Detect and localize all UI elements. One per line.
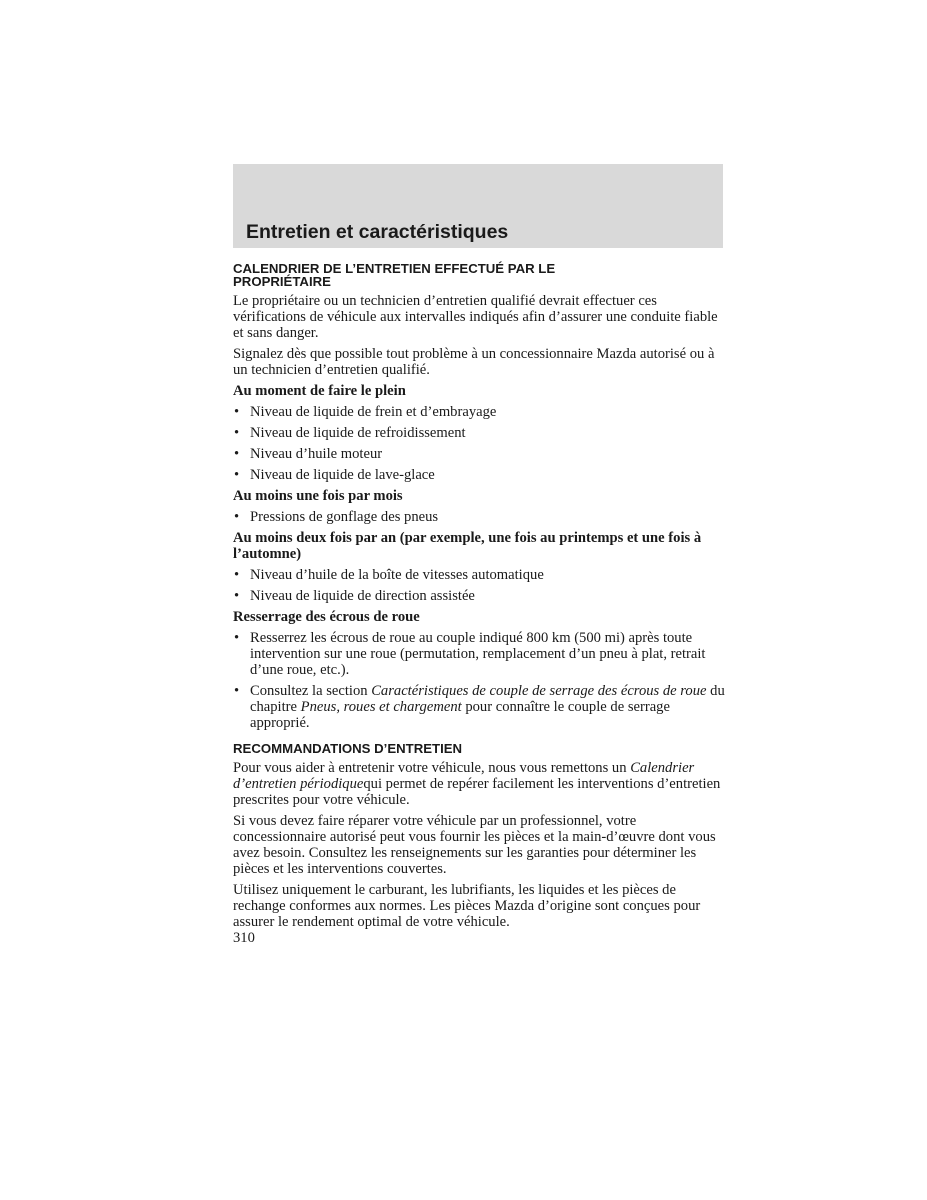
twice-yearly-checklist (233, 567, 725, 604)
bullet-icon: • (234, 683, 240, 699)
group-heading-monthly: Au moins une fois par mois (233, 488, 403, 504)
schedule-title: Calendrier d’entretien périodique (233, 760, 695, 792)
list-item: • Consultez la section Caractéristiques de couple de serrage des écrous de roue du chapitre Pneus, roues et chargement pour connaître le couple de serrage approprié. (234, 683, 725, 731)
section-heading-owner-maintenance (233, 262, 725, 288)
refuel-checklist (233, 404, 725, 483)
schedule-paragraph: Pour vous aider à entretenir votre véhicule, nous vous remettons un Calendrier d’entretien périodiquequi permet de repérer facilement les interventions d’entretien prescrites pour votre véhicule. (233, 760, 721, 808)
cross-reference-chapter: Pneus, roues et chargement (300, 699, 462, 715)
intro-paragraph: Le propriétaire ou un technicien d’entretien qualifié devrait effectuer ces vérifications de véhicule aux intervalles indiqués afin d’assurer une conduite fiable et sans danger. (233, 293, 718, 341)
parts-paragraph: Utilisez uniquement le carburant, les lubrifiants, les liquides et les pièces de rechange conformes aux normes. Les pièces Mazda d’origine sont conçues pour assurer le rendement optimal de votre véhicule. (233, 882, 701, 930)
bullet-icon: • (234, 509, 240, 525)
list-item: • Niveau d’huile moteur (234, 446, 383, 462)
list-item: • Niveau d’huile de la boîte de vitesses automatique (234, 567, 544, 583)
group-heading-wheel-nuts: Resserrage des écrous de roue (233, 609, 420, 625)
list-item: • Resserrez les écrous de roue au couple indiqué 800 km (500 mi) après toute intervention sur une roue (permutation, remplacement d’un pneu à plat, retrait d’une roue, etc.). (234, 630, 706, 678)
chapter-title: Entretien et caractéristiques (246, 221, 509, 243)
section-heading-recommendations: RECOMMANDATIONS D’ENTRETIEN (233, 741, 463, 756)
report-problems-paragraph: Signalez dès que possible tout problème à un concessionnaire Mazda autorisé ou à un technicien d’entretien qualifié. (233, 346, 715, 378)
list-item: • Niveau de liquide de frein et d’embrayage (234, 404, 497, 420)
bullet-icon: • (234, 404, 240, 420)
bullet-icon: • (234, 588, 240, 604)
list-item: • Niveau de liquide de direction assistée (234, 588, 475, 604)
list-item: • Niveau de liquide de lave-glace (234, 467, 435, 483)
bullet-icon: • (234, 425, 240, 441)
bullet-icon: • (234, 467, 240, 483)
list-item: • Pressions de gonflage des pneus (234, 509, 439, 525)
page-content (233, 262, 725, 946)
group-heading-refuel: Au moment de faire le plein (233, 383, 406, 399)
bullet-icon: • (234, 567, 240, 583)
dealer-paragraph: Si vous devez faire réparer votre véhicule par un professionnel, votre concessionnaire autorisé peut vous fournir les pièces et la main-d’œuvre dont vous avez besoin. Consultez les renseignements sur les garanties pour déterminer les pièces et les interventions couvertes. (233, 813, 716, 877)
bullet-icon: • (234, 630, 240, 646)
section-heading-line-1: CALENDRIER DE L’ENTRETIEN EFFECTUÉ PAR LE (233, 261, 556, 276)
cross-reference-section: Caractéristiques de couple de serrage des écrous de roue (371, 683, 707, 699)
wheel-nuts-checklist (233, 630, 725, 731)
list-item: • Niveau de liquide de refroidissement (234, 425, 466, 441)
bullet-icon: • (234, 446, 240, 462)
chapter-header-band (233, 164, 723, 248)
monthly-checklist (233, 509, 725, 525)
section-heading-line-2: PROPRIÉTAIRE (233, 274, 331, 289)
page-number: 310 (233, 930, 255, 946)
group-heading-twice-yearly: Au moins deux fois par an (par exemple, une fois au printemps et une fois à l’automne) (233, 530, 702, 562)
